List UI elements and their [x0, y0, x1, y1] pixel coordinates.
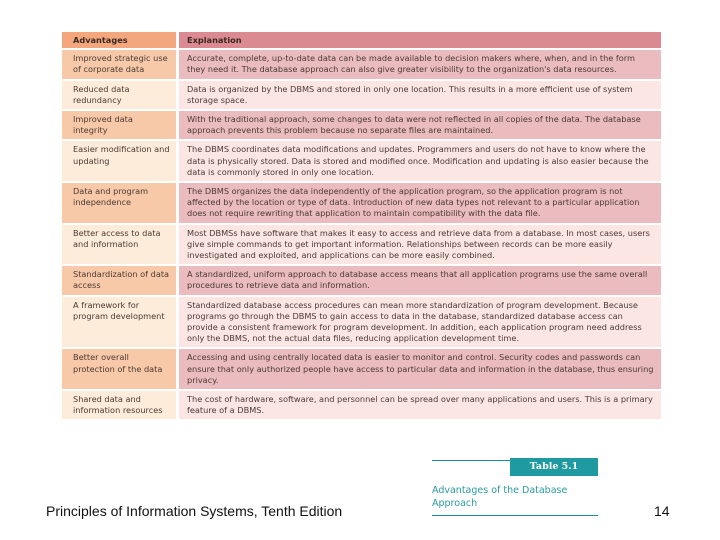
table-row	[62, 183, 661, 225]
advantage-cell: Shared data and information resources	[62, 391, 179, 419]
advantage-cell: A framework for program development	[62, 297, 179, 348]
explanation-cell: The DBMS organizes the data independently of the application program, so the application program is not affected by the location or type of data. Introduction of new data types not relevant to a particular application does not require rewriting that application to maintain compatibility with the data file.	[179, 183, 661, 223]
table-row	[62, 111, 661, 141]
advantage-cell: Improved data integrity	[62, 111, 179, 139]
table-row	[62, 141, 661, 183]
explanation-cell: The DBMS coordinates data modifications and updates. Programmers and users do not have to know where the data is physically stored. Data is stored and modified once. Modification and updating is also easier because the data is commonly stored in only one location.	[179, 141, 661, 181]
explanation-cell: Data is organized by the DBMS and stored in only one location. This results in a more efficient use of system storage space.	[179, 81, 661, 109]
explanation-cell: Accessing and using centrally located data is easier to monitor and control. Security codes and passwords can ensure that only authorized people have access to particular data and information in the database, thus ensuring privacy.	[179, 349, 661, 389]
table-row	[62, 349, 661, 391]
advantage-cell: Standardization of data access	[62, 266, 179, 294]
table-row	[62, 266, 661, 296]
footer-book-title: Principles of Information Systems, Tenth Edition	[46, 503, 343, 519]
column-header-explanation: Explanation	[179, 32, 661, 48]
table-number-tag: Table 5.1	[510, 458, 598, 476]
caption-divider-bottom	[432, 515, 598, 516]
table-row	[62, 297, 661, 350]
advantage-cell: Reduced data redundancy	[62, 81, 179, 109]
advantage-cell: Data and program independence	[62, 183, 179, 223]
table-row	[62, 391, 661, 421]
advantage-cell: Better access to data and information	[62, 225, 179, 265]
explanation-cell: A standardized, uniform approach to database access means that all application programs use the same overall procedures to retrieve data and information.	[179, 266, 661, 294]
caption-title: Advantages of the Database Approach	[432, 485, 568, 509]
explanation-cell: Standardized database access procedures can mean more standardization of program development. Because programs go through the DBMS to gain access to data in the database, standardized database access can provide a consistent framework for program development. In addition, each application program need address only the DBMS, not the actual data files, reducing application development time.	[179, 297, 661, 348]
table-row	[62, 225, 661, 267]
table-row	[62, 50, 661, 80]
advantages-table	[62, 32, 661, 421]
table-header-row	[62, 32, 661, 50]
footer-page-number: 14	[654, 503, 670, 519]
explanation-cell: Most DBMSs have software that makes it easy to access and retrieve data from a database. In most cases, users give simple commands to get important information. Relationships between records can be more easily investigated and exploited, and applications can be more easily combined.	[179, 225, 661, 265]
table-row	[62, 81, 661, 111]
advantage-cell: Easier modification and updating	[62, 141, 179, 181]
explanation-cell: Accurate, complete, up-to-date data can be made available to decision makers where, when, and in the form they need it. The database approach can also give greater visibility to the organization's data resources.	[179, 50, 661, 78]
explanation-cell: With the traditional approach, some changes to data were not reflected in all copies of the data. The database approach prevents this problem because no separate files are maintained.	[179, 111, 661, 139]
advantage-cell: Better overall protection of the data	[62, 349, 179, 389]
advantage-cell: Improved strategic use of corporate data	[62, 50, 179, 78]
column-header-advantages: Advantages	[62, 32, 179, 48]
explanation-cell: The cost of hardware, software, and personnel can be spread over many applications and users. This is a primary feature of a DBMS.	[179, 391, 661, 419]
